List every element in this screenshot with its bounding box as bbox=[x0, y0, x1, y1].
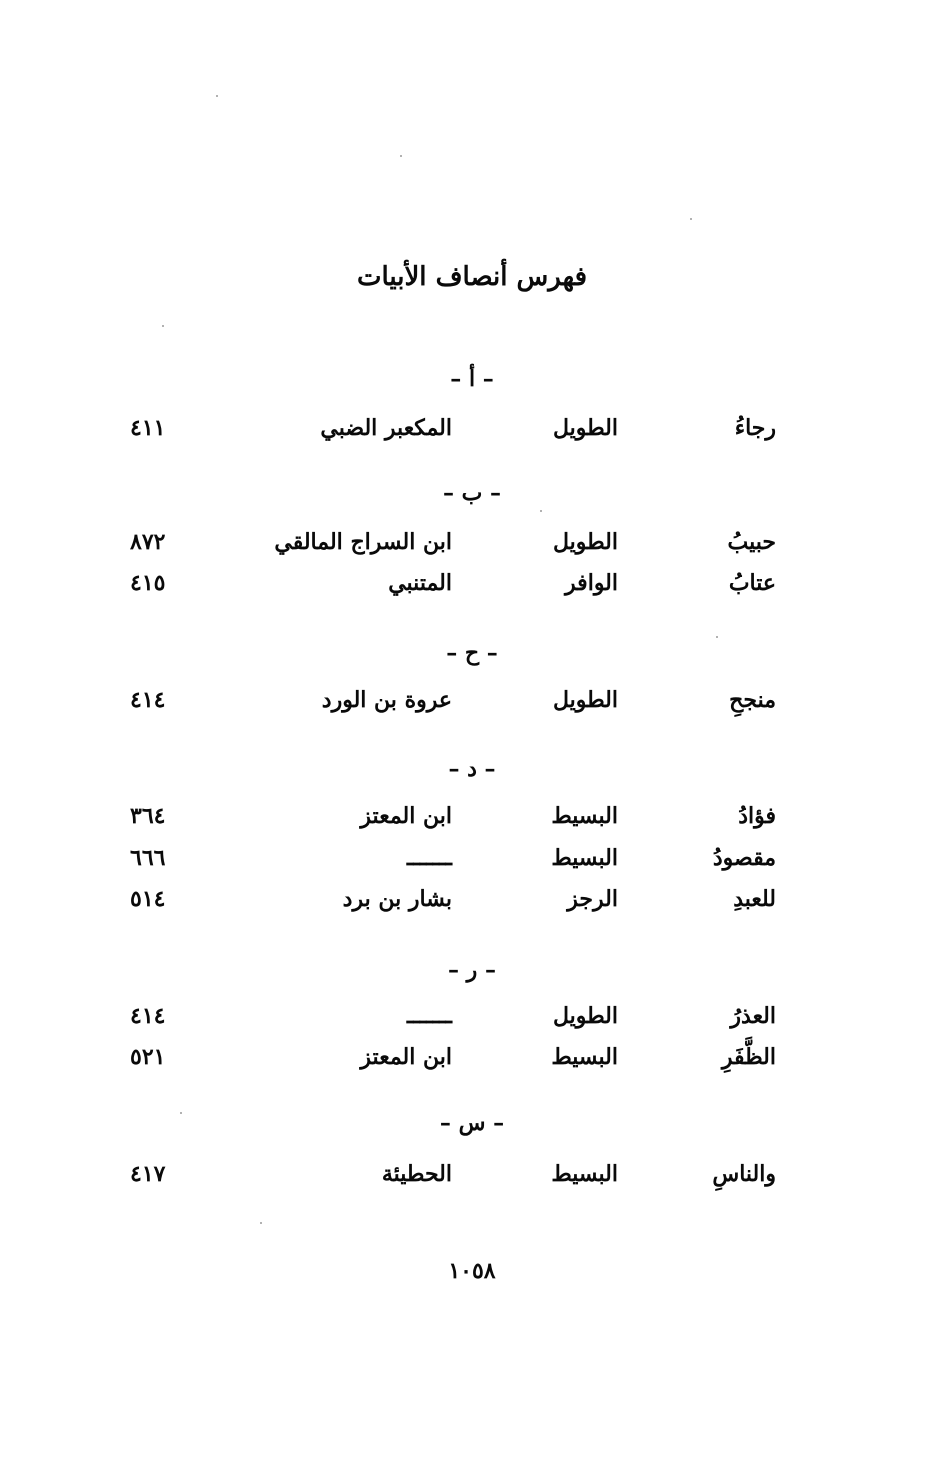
index-row bbox=[0, 840, 944, 876]
index-row bbox=[0, 524, 944, 560]
section-header-dal: – د – bbox=[448, 756, 496, 782]
hemistich-word: رجاءُ bbox=[734, 415, 776, 441]
index-row bbox=[0, 565, 944, 601]
hemistich-word: العذرُ bbox=[730, 1003, 776, 1029]
page-ref: ٤١٧ bbox=[130, 1161, 166, 1187]
meter: البسيط bbox=[551, 845, 618, 871]
hemistich-word: عتابُ bbox=[728, 570, 776, 596]
poet: المتنبي bbox=[388, 570, 452, 596]
index-row bbox=[0, 410, 944, 446]
hemistich-word: فؤادُ bbox=[738, 803, 776, 829]
index-row bbox=[0, 998, 944, 1034]
page-ref: ٤١٥ bbox=[130, 570, 166, 596]
section-header-ha: – ح – bbox=[446, 640, 498, 666]
meter: البسيط bbox=[551, 803, 618, 829]
poet: ابن المعتز bbox=[360, 1044, 452, 1070]
meter: البسيط bbox=[551, 1161, 618, 1187]
poet: ابن المعتز bbox=[360, 803, 452, 829]
page-number: ١٠٥٨ bbox=[448, 1258, 496, 1284]
page-ref: ٤١١ bbox=[130, 415, 166, 441]
meter: الطويل bbox=[552, 1003, 618, 1029]
meter: الوافر bbox=[565, 570, 618, 596]
section-header-ba: – ب – bbox=[442, 480, 502, 506]
scan-speck bbox=[716, 636, 718, 638]
hemistich-word: حبيبُ bbox=[727, 529, 776, 555]
poet: ابن السراج المالقي bbox=[274, 529, 452, 555]
index-row bbox=[0, 1156, 944, 1192]
scan-speck bbox=[540, 510, 542, 512]
index-row bbox=[0, 798, 944, 834]
meter: الطويل bbox=[552, 415, 618, 441]
scan-speck bbox=[690, 218, 692, 220]
hemistich-word: للعبدِ bbox=[733, 886, 776, 912]
meter: البسيط bbox=[551, 1044, 618, 1070]
section-header-ra: – ر – bbox=[448, 957, 496, 983]
meter: الطويل bbox=[552, 687, 618, 713]
scan-speck bbox=[216, 95, 218, 97]
hemistich-word: مقصودُ bbox=[712, 845, 776, 871]
meter: الطويل bbox=[552, 529, 618, 555]
poet: بشار بن برد bbox=[342, 886, 452, 912]
scan-speck bbox=[400, 155, 402, 157]
scan-speck bbox=[260, 1222, 262, 1224]
scan-speck bbox=[162, 325, 164, 327]
page-ref: ٨٧٢ bbox=[130, 529, 166, 555]
section-header-sin: – س – bbox=[439, 1110, 505, 1136]
page-ref: ٥١٤ bbox=[130, 886, 166, 912]
hemistich-word: الظَّفَرِ bbox=[721, 1044, 776, 1070]
page-ref: ٥٢١ bbox=[130, 1044, 166, 1070]
page-ref: ٦٦٦ bbox=[130, 845, 166, 871]
poet: ـــــــ bbox=[406, 1003, 452, 1029]
index-title: فهرس أنصاف الأبيات bbox=[356, 262, 587, 292]
meter: الرجز bbox=[567, 886, 618, 912]
poet: ـــــــ bbox=[406, 845, 452, 871]
page-ref: ٤١٤ bbox=[130, 1003, 166, 1029]
section-header-alif: – أ – bbox=[450, 366, 494, 392]
index-row bbox=[0, 682, 944, 718]
poet: عروة بن الورد bbox=[321, 687, 452, 713]
page-ref: ٣٦٤ bbox=[130, 803, 166, 829]
index-row bbox=[0, 881, 944, 917]
poet: الحطيئة bbox=[381, 1161, 452, 1187]
poet: المكعبر الضبي bbox=[320, 415, 452, 441]
hemistich-word: والناسِ bbox=[712, 1161, 776, 1187]
hemistich-word: منجحِ bbox=[729, 687, 776, 713]
index-row bbox=[0, 1039, 944, 1075]
scan-speck bbox=[180, 1112, 182, 1114]
page-ref: ٤١٤ bbox=[130, 687, 166, 713]
